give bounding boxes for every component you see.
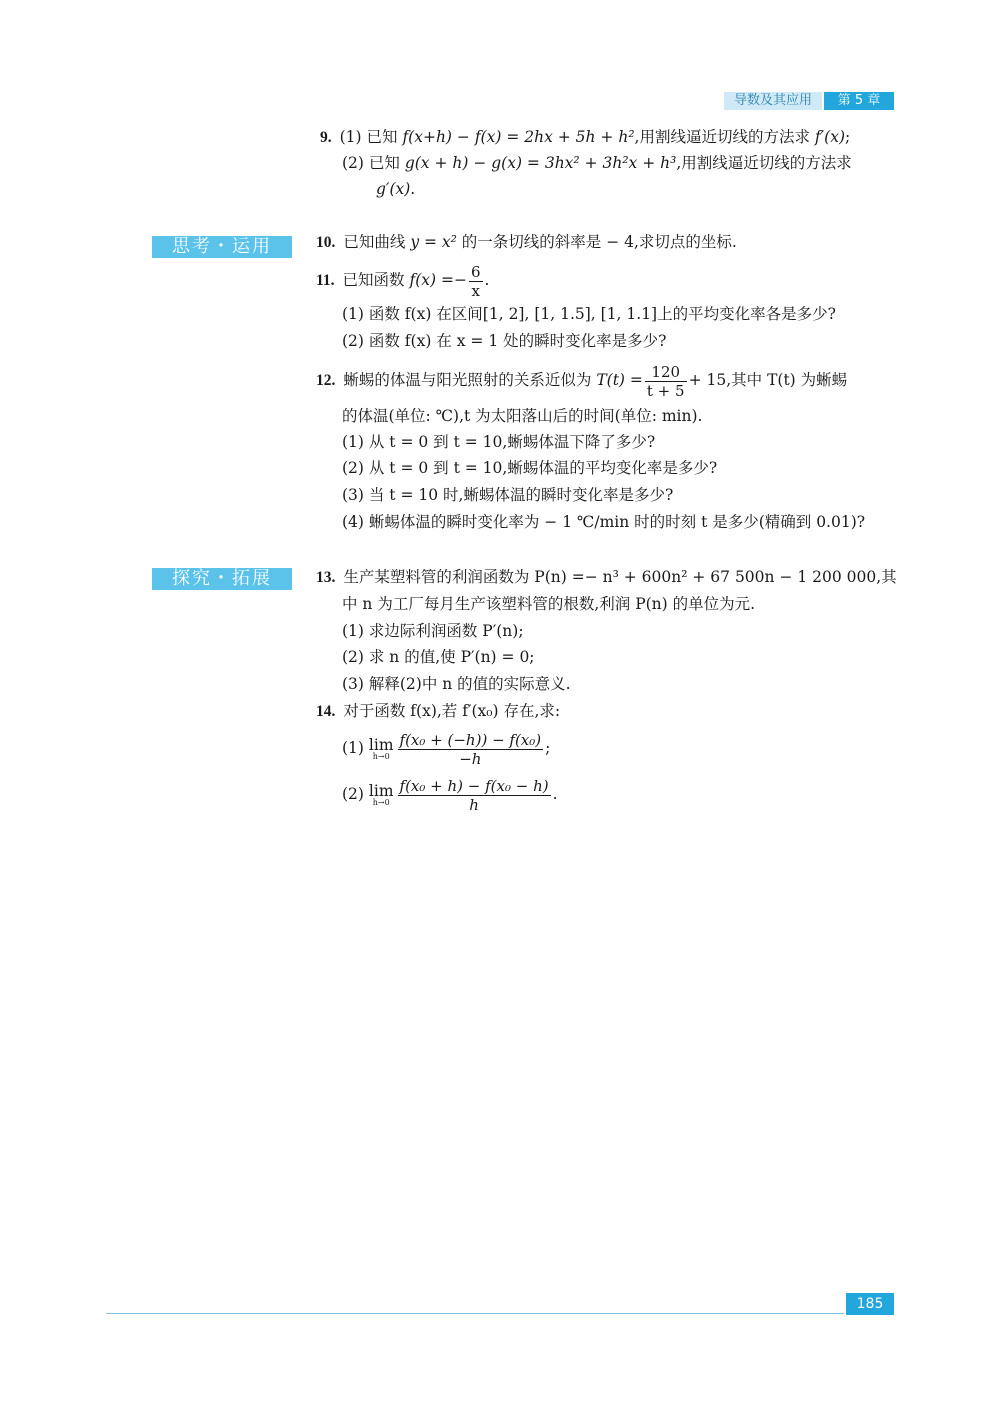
q14-part1-fraction: $\frac{\text{f(x₀ + (−h)) − f(x₀)}}{-h}$	[399, 730, 542, 768]
page-number: 185	[846, 1293, 894, 1315]
q13-part1: (1) 求边际利润函数 P′(n);	[342, 622, 524, 640]
q13-part3: (3) 解释(2)中 n 的值的实际意义.	[342, 675, 571, 693]
section-think-apply: 思考・运用	[152, 236, 292, 258]
q12-part4: (4) 蜥蜴体温的瞬时变化率为 − 1 ℃/min 时的时刻 t 是多少(精确到 0.01)?	[342, 513, 866, 531]
q12-part2: (2) 从 t = 0 到 t = 10,蜥蜴体温的平均变化率是多少?	[342, 459, 718, 477]
section-explore-extend: 探究・拓展	[152, 568, 292, 590]
q13-part2: (2) 求 n 的值,使 P′(n) = 0;	[342, 648, 535, 666]
q12: 12. 蜥蜴的体温与阳光照射的关系近似为 T(t) = $\frac{120}{t + 5}$ + 15,其中 T(t) 为蜥蜴	[316, 362, 848, 400]
q14-part2: (2) lim h→0 $\frac{\text{f(x₀ + h) − f(x₀ − h)}}{h}$ .	[342, 776, 558, 814]
limit-operator: lim h→0	[368, 736, 394, 761]
q9-part2: (2) 已知 g(x + h) − g(x) = 3hx² + 3h²x + h³,用割线逼近切线的方法求	[342, 154, 852, 172]
q9-number: 9.	[320, 129, 332, 146]
q10: 10. 已知曲线 y = x² 的一条切线的斜率是 − 4,求切点的坐标.	[316, 233, 737, 251]
q14-part2-fraction: $\frac{\text{f(x₀ + h) − f(x₀ − h)}}{h}$	[399, 776, 549, 814]
q13-line2: 中 n 为工厂每月生产该塑料管的根数,利润 P(n) 的单位为元.	[342, 595, 756, 613]
q14: 14. 对于函数 f(x),若 f′(x₀) 存在,求:	[316, 702, 561, 720]
q13: 13. 生产某塑料管的利润函数为 P(n) =− n³ + 600n² + 67 500n − 1 200 000,其	[316, 568, 897, 586]
footer-divider	[106, 1313, 844, 1314]
q12-part1: (1) 从 t = 0 到 t = 10,蜥蜴体温下降了多少?	[342, 433, 656, 451]
q11: 11. 已知函数 f(x) =− $\frac{6}{x}$ .	[316, 262, 490, 300]
q12-line2: 的体温(单位: ℃),t 为太阳落山后的时间(单位: min).	[342, 407, 703, 425]
chapter-title: 导数及其应用	[724, 92, 822, 110]
q12-fraction: $\frac{120}{t + 5}$	[646, 362, 685, 400]
limit-operator: lim h→0	[368, 782, 394, 807]
q14-part1: (1) lim h→0 $\frac{\text{f(x₀ + (−h)) − f(x₀)}}{-h}$ ;	[342, 730, 551, 768]
q11-part2: (2) 函数 f(x) 在 x = 1 处的瞬时变化率是多少?	[342, 332, 667, 350]
q9-part2-cont: g′(x).	[376, 180, 416, 198]
q12-part3: (3) 当 t = 10 时,蜥蜴体温的瞬时变化率是多少?	[342, 486, 674, 504]
q11-fraction: $\frac{6}{x}$	[470, 262, 481, 300]
chapter-number: 第 5 章	[824, 92, 894, 110]
q9-part1: 9. (1) 已知 f(x+h) − f(x) = 2hx + 5h + h²,用割线逼近切线的方法求 f′(x);	[320, 128, 851, 146]
q11-part1: (1) 函数 f(x) 在区间[1, 2], [1, 1.5], [1, 1.1]上的平均变化率各是多少?	[342, 305, 836, 323]
